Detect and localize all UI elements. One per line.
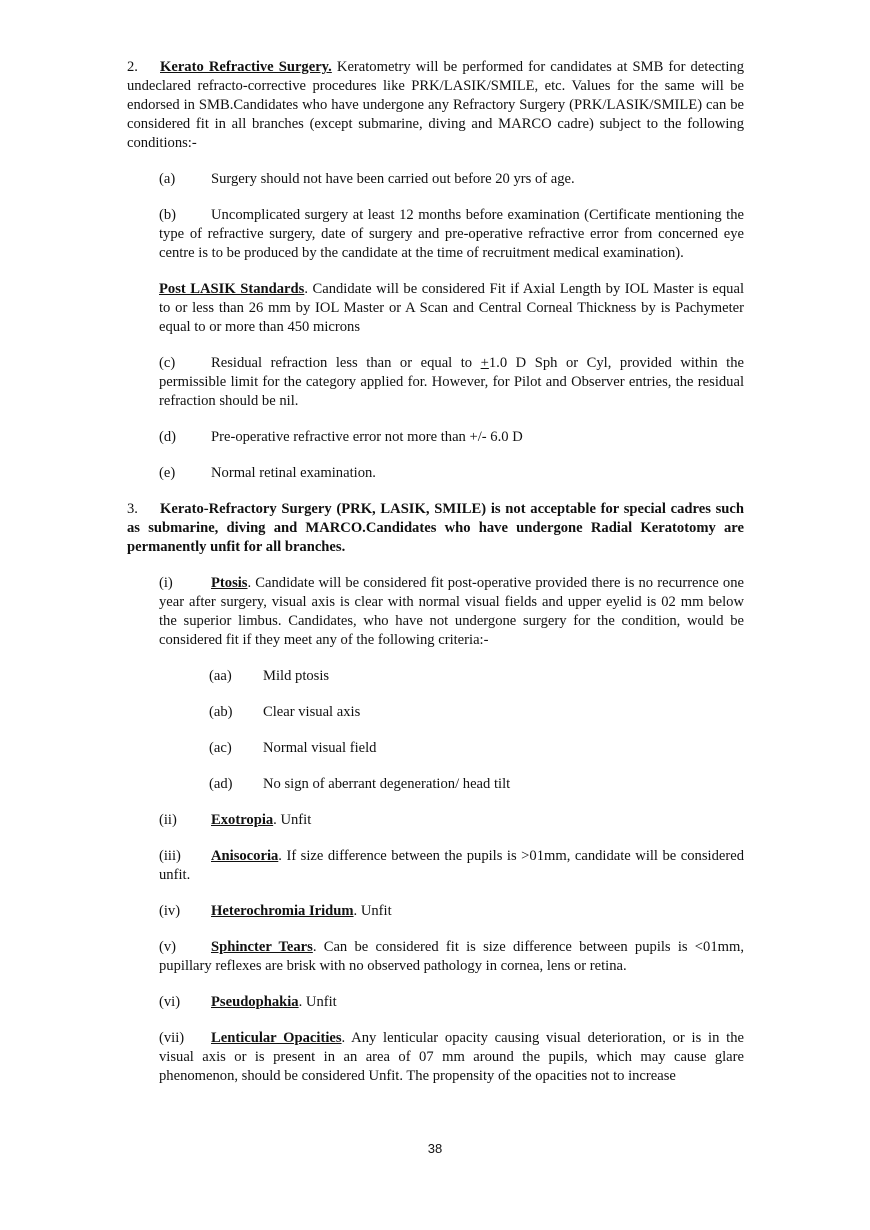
section-2-paragraph — [127, 58, 744, 153]
item-heading: Heterochromia Iridum — [211, 903, 354, 919]
item-lenticular-opacities — [159, 1029, 744, 1086]
item-text: Surgery should not have been carried out before 20 yrs of age. — [211, 171, 575, 187]
item-heading: Post LASIK Standards — [159, 281, 305, 297]
criteria-text: Mild ptosis — [263, 668, 330, 684]
item-heading: Anisocoria — [211, 848, 279, 864]
item-text: Normal retinal examination. — [211, 465, 376, 481]
item-text-cont: 1.0 D Sph or Cyl, provided within the permissible limit for the category applied for. However, for Pilot and Observer entries, the residual refraction should be nil. — [159, 355, 744, 409]
item-text: . Unfit — [273, 812, 312, 828]
item-heading: Exotropia — [211, 812, 274, 828]
condition-e — [159, 464, 744, 483]
section-3-paragraph — [127, 500, 744, 557]
section-number: 2. — [127, 59, 138, 75]
criteria-text: Clear visual axis — [263, 704, 361, 720]
page-number: 38 — [427, 1141, 443, 1156]
item-label: (vii) — [159, 1030, 185, 1046]
item-heading: Lenticular Opacities — [211, 1030, 342, 1046]
criteria-label: (ac) — [209, 740, 232, 756]
item-label: (d) — [159, 429, 177, 445]
criteria-item — [209, 703, 744, 722]
item-heading: Sphincter Tears — [211, 939, 313, 955]
item-text: . Unfit — [353, 903, 392, 919]
item-ptosis — [159, 574, 744, 650]
condition-b — [159, 206, 744, 263]
plus-minus-sign: + — [480, 355, 489, 371]
criteria-label: (ad) — [209, 776, 233, 792]
section-text: Keratometry will be performed for candidates at SMB for detecting undeclared refracto-corrective procedures like PRK/LASIK/SMILE, etc. Values for the same will be endorsed in SMB.Candidates who have undergone any Refractory Surgery (PRK/LASIK/SMILE) can be considered fit in all branches (except submarine, diving and MARCO cadre) subject to the following conditions:- — [127, 59, 744, 151]
item-label: (a) — [159, 171, 176, 187]
item-pseudophakia — [159, 993, 744, 1012]
item-text: . Candidate will be considered fit post-operative provided there is no recurrence one year after surgery, visual axis is clear with normal visual fields and upper eyelid is 02 mm below the superior limbus. Candidates, who have not undergone surgery for the condition, would be considered fit if they meet any of the following criteria:- — [159, 575, 744, 648]
criteria-text: No sign of aberrant degeneration/ head tilt — [263, 776, 511, 792]
item-sphincter-tears — [159, 938, 744, 976]
item-text: . Any lenticular opacity causing visual deterioration, or is in the visual axis or is present in an area of 07 mm around the pupils, which may cause glare phenomenon, should be considered Unfit. The propensity of the opacities not to increase — [159, 1030, 744, 1084]
item-heterochromia — [159, 902, 744, 921]
item-anisocoria — [159, 847, 744, 885]
item-text: . Candidate will be considered Fit if Axial Length by IOL Master is equal to or less than 26 mm by IOL Master or A Scan and Central Corneal Thickness by is Pachymeter equal to or more than 450 microns — [159, 281, 744, 335]
criteria-text: Normal visual field — [263, 740, 377, 756]
post-lasik-standards — [159, 280, 744, 337]
item-label: (e) — [159, 465, 176, 481]
item-text: Pre-operative refractive error not more than +/- 6.0 D — [211, 429, 523, 445]
criteria-label: (aa) — [209, 668, 232, 684]
document-page — [127, 58, 744, 1086]
section-number: 3. — [127, 501, 138, 517]
condition-a — [159, 170, 744, 189]
item-label: (i) — [159, 575, 173, 591]
item-label: (iii) — [159, 848, 181, 864]
item-text: . If size difference between the pupils is >01mm, candidate will be considered unfit. — [159, 848, 744, 883]
item-text: Residual refraction less than or equal to — [211, 355, 481, 371]
item-heading: Ptosis — [211, 575, 248, 591]
item-label: (v) — [159, 939, 177, 955]
section-bold-text: Kerato-Refractory Surgery (PRK, LASIK, SMILE) is not acceptable for special cadres such as submarine, diving and MARCO.Candidates who have undergone Radial Keratotomy are permanently unfit for all branches. — [127, 501, 744, 555]
item-label: (vi) — [159, 994, 181, 1010]
item-label: (ii) — [159, 812, 177, 828]
item-label: (b) — [159, 207, 177, 223]
item-label: (iv) — [159, 903, 181, 919]
item-label: (c) — [159, 355, 176, 371]
item-exotropia — [159, 811, 744, 830]
section-heading: Kerato Refractive Surgery. — [160, 59, 332, 75]
item-text: . Unfit — [298, 994, 337, 1010]
item-text: Uncomplicated surgery at least 12 months before examination (Certificate mentioning the type of refractive surgery, date of surgery and pre-operative refractive error from concerned eye centre is to be produced by the candidate at the time of recruitment medical examination). — [159, 207, 744, 261]
item-text: . Can be considered fit is size difference between pupils is <01mm, pupillary reflexes are brisk with no observed pathology in cornea, lens or retina. — [159, 939, 744, 974]
criteria-item — [209, 739, 744, 758]
condition-d — [159, 428, 744, 447]
condition-c — [159, 354, 744, 411]
criteria-item — [209, 667, 744, 686]
criteria-label: (ab) — [209, 704, 233, 720]
item-heading: Pseudophakia — [211, 994, 299, 1010]
criteria-item — [209, 775, 744, 794]
